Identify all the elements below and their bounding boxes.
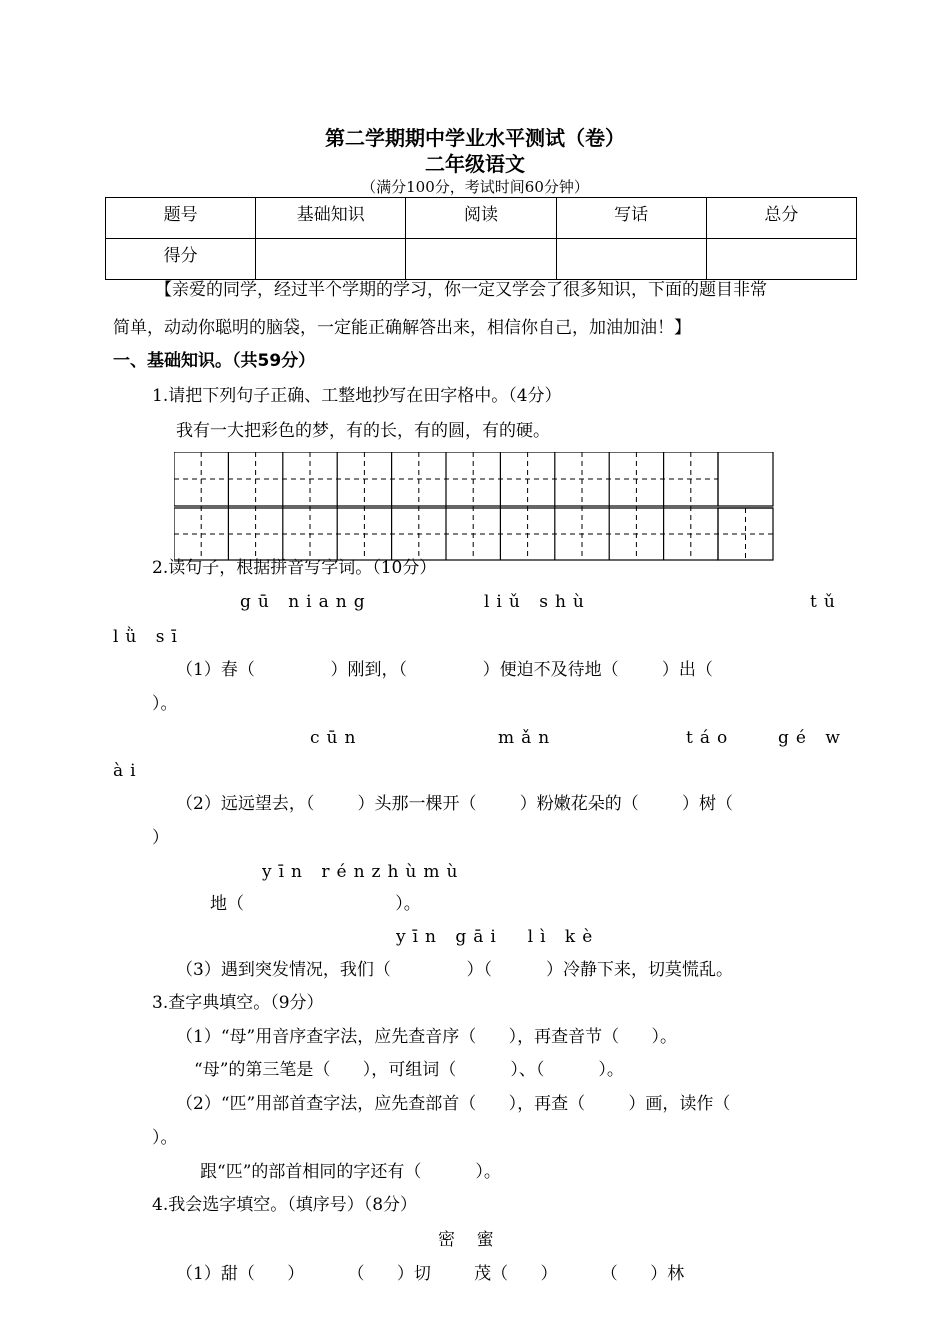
pinyin-yinrenzhumu: yīn rénzhùmù	[262, 862, 465, 882]
pinyin-yinggai-like: yīn gāi lì kè	[396, 927, 600, 947]
exam-title: 第二学期期中学业水平测试（卷）	[325, 126, 625, 150]
score-header-cell: 阅读	[406, 198, 556, 239]
score-row-label: 得分	[106, 239, 256, 280]
score-cell[interactable]	[256, 239, 406, 280]
score-header-cell: 题号	[106, 198, 256, 239]
intro-line-2: 简单，动动你聪明的脑袋，一定能正确解答出来，相信你自己，加油加油！】	[113, 318, 691, 338]
q4-choices: 密 蜜	[438, 1230, 494, 1250]
section-1-title: 一、基础知识。（共59分）	[113, 351, 316, 371]
exam-subtitle: 二年级语文	[425, 152, 525, 176]
q4-prompt: 4.我会选字填空。（填序号）（8分）	[152, 1195, 418, 1215]
q2-sentence-3: （3）遇到突发情况，我们（ ）（ ）冷静下来，切莫慌乱。	[176, 960, 734, 980]
score-header-cell: 总分	[706, 198, 856, 239]
q1-prompt: 1.请把下列句子正确、工整地抄写在田字格中。（4分）	[152, 386, 562, 406]
q3-line-3: （2）“匹”用部首查字法，应先查部首（ ），再查（ ）画，读作（	[176, 1094, 731, 1114]
score-cell[interactable]	[406, 239, 556, 280]
score-header-cell: 写话	[556, 198, 706, 239]
q2-sentence-2b: 地（ ）。	[210, 894, 421, 914]
pinyin-cun: cūn	[310, 728, 363, 748]
q3-line-1: （1）“母”用音序查字法，应先查音序（ ），再查音节（ ）。	[176, 1027, 678, 1047]
q2-sentence-2: （2）远远望去，（ ）头那一棵开（ ）粉嫩花朵的（ ）树（	[176, 794, 734, 814]
score-table-row	[106, 239, 857, 280]
q3-line-4: ）。	[152, 1128, 178, 1148]
score-cell[interactable]	[706, 239, 856, 280]
q3-line-5: 跟“匹”的部首相同的字还有（ ）。	[200, 1162, 501, 1182]
pinyin-tu: tǔ	[810, 592, 842, 612]
pinyin-guniang: gū niang	[240, 592, 372, 612]
score-table-header-row	[106, 198, 857, 239]
pinyin-tao: táo	[686, 728, 735, 748]
q2-sentence-1-end: ）。	[152, 694, 178, 714]
q4-line-1: （1）甜（ ） （ ）切 茂（ ） （ ）林	[176, 1264, 685, 1284]
score-cell[interactable]	[556, 239, 706, 280]
pinyin-man: mǎn	[498, 728, 557, 748]
pinyin-gew: gé w	[778, 728, 847, 748]
tianzige-grid[interactable]	[174, 452, 774, 562]
intro-line-1: 【亲爱的同学，经过半个学期的学习，你一定又学会了很多知识，下面的题目非常	[155, 280, 767, 300]
q2-sentence-1: （1）春（ ）刚到，（ ）便迫不及待地（ ）出（	[176, 660, 713, 680]
pinyin-liushu: liǔ shù	[484, 592, 591, 612]
pinyin-lvsi: lǜ sī	[113, 627, 184, 647]
q2-sentence-2-end: ）	[152, 828, 169, 848]
q2-prompt: 2.读句子，根据拼音写字词。（10分）	[152, 558, 437, 578]
score-table	[105, 197, 857, 280]
q3-prompt: 3.查字典填空。（9分）	[152, 993, 324, 1013]
pinyin-ai: ài	[113, 761, 143, 781]
score-header-cell: 基础知识	[256, 198, 406, 239]
q3-line-2: “母”的第三笔是（ ），可组词（ ）、（ ）。	[194, 1060, 624, 1080]
exam-note: （满分100分，考试时间60分钟）	[361, 178, 589, 196]
q1-sentence: 我有一大把彩色的梦，有的长，有的圆，有的硬。	[176, 421, 550, 441]
